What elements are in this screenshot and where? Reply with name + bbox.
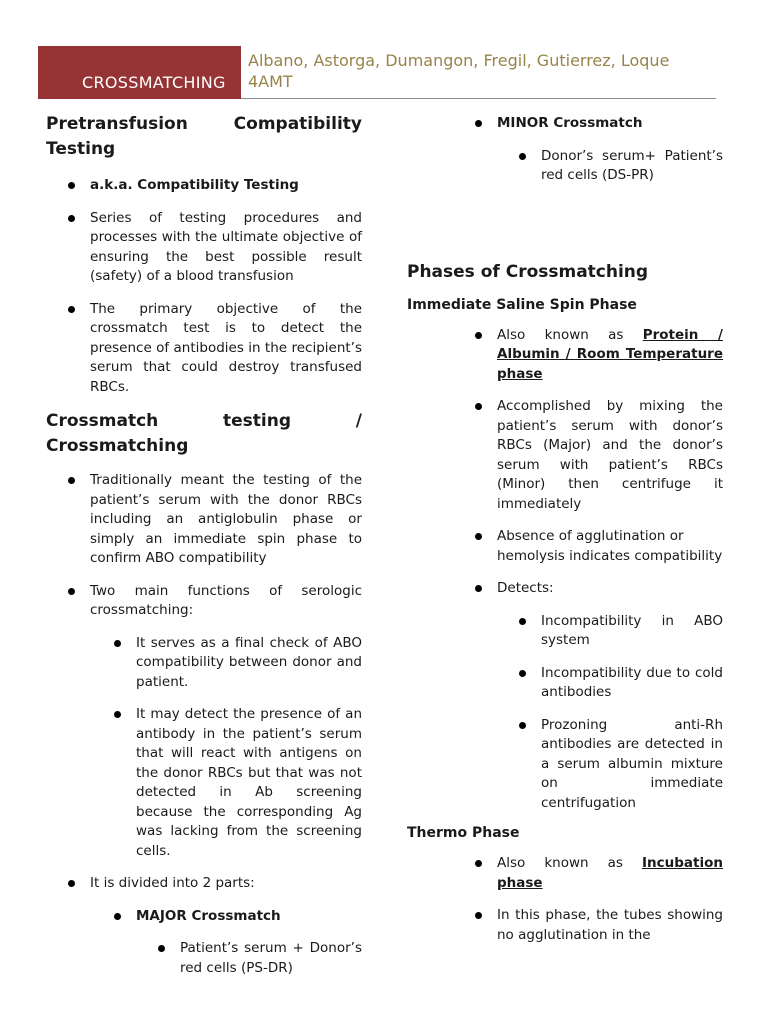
list-item: MINOR Crossmatch [407, 114, 723, 134]
list-item: Absence of agglutination or hemolysis indicates compatibility [407, 527, 723, 566]
list-item: a.k.a. Compatibility Testing [46, 176, 362, 196]
bullet-icon [475, 860, 482, 867]
thermo-list [407, 854, 723, 945]
bullet-icon [475, 403, 482, 410]
bullet-icon [475, 585, 482, 592]
bullet-icon [68, 588, 75, 595]
heading-pretransfusion: Pretransfusion Compatibility Testing [46, 114, 362, 159]
heading-phases: Phases of Crossmatching [407, 261, 649, 282]
heading-immediate-spin: Immediate Saline Spin Phase [407, 296, 637, 313]
list-item: Also known as Protein / Albumin / Room Temperature phase [407, 326, 723, 385]
bullet-icon [475, 533, 482, 540]
heading-crossmatch: Crossmatch testing / Crossmatching [46, 411, 362, 456]
bullet-icon [519, 618, 526, 625]
header-divider [241, 98, 716, 99]
list-item: In this phase, the tubes showing no agglutination in the [407, 906, 723, 945]
bullet-icon [475, 912, 482, 919]
bullet-icon [114, 640, 121, 647]
authors-line: Albano, Astorga, Dumangon, Fregil, Gutierrez, Loque 4AMT [248, 51, 670, 91]
minor-list [407, 114, 723, 186]
header-title: CROSSMATCHING [82, 73, 226, 92]
bullet-icon [158, 945, 165, 952]
bullet-icon [519, 153, 526, 160]
list-item: Incompatibility in ABO system [407, 612, 723, 651]
list-item: Also known as Incubation phase [407, 854, 723, 893]
bullet-icon [68, 306, 75, 313]
list-item: It serves as a final check of ABO compatibility between donor and patient. [46, 634, 362, 693]
header-title-box [38, 46, 241, 99]
bullet-icon [475, 332, 482, 339]
list-item: Detects: [407, 579, 723, 599]
bullet-icon [68, 215, 75, 222]
bullet-icon [68, 880, 75, 887]
list-item: Prozoning anti-Rh antibodies are detected in a serum albumin mixture on immediate centrifugation [407, 716, 723, 814]
list-item: It is divided into 2 parts: [46, 874, 362, 894]
list-item: Two main functions of serologic crossmatching: [46, 582, 362, 621]
bullet-icon [114, 913, 121, 920]
left-column [46, 112, 362, 978]
list-item: Patient’s serum + Donor’s red cells (PS-DR) [46, 939, 362, 978]
list-item: MAJOR Crossmatch [46, 907, 362, 927]
right-column [407, 112, 723, 945]
pretransfusion-list [46, 176, 362, 397]
list-item: Incompatibility due to cold antibodies [407, 664, 723, 703]
list-item: Traditionally meant the testing of the patient’s serum with the donor RBCs including an antiglobulin phase or simply an immediate spin phase to confirm ABO compatibility [46, 471, 362, 569]
immediate-spin-list [407, 326, 723, 814]
list-item: Series of testing procedures and processes with the ultimate objective of ensuring the best possible result (safety) of a blood transfusion [46, 209, 362, 287]
bullet-icon [519, 670, 526, 677]
bullet-icon [475, 120, 482, 127]
bullet-icon [68, 182, 75, 189]
bullet-icon [519, 722, 526, 729]
list-item: Donor’s serum+ Patient’s red cells (DS-PR) [407, 147, 723, 186]
heading-thermo: Thermo Phase [407, 825, 520, 841]
bullet-icon [114, 711, 121, 718]
list-item: Accomplished by mixing the patient’s serum with donor’s RBCs (Major) and the donor’s serum with patient’s RBCs (Minor) then centrifuge it immediately [407, 397, 723, 514]
crossmatch-list [46, 471, 362, 978]
list-item: It may detect the presence of an antibody in the patient’s serum that will react with antigens on the donor RBCs but that was not detected in Ab screening because the corresponding Ag was lacking from the screening cells. [46, 705, 362, 861]
list-item: The primary objective of the crossmatch test is to detect the presence of antibodies in the recipient’s serum that could destroy transfused RBCs. [46, 300, 362, 398]
bullet-icon [68, 477, 75, 484]
